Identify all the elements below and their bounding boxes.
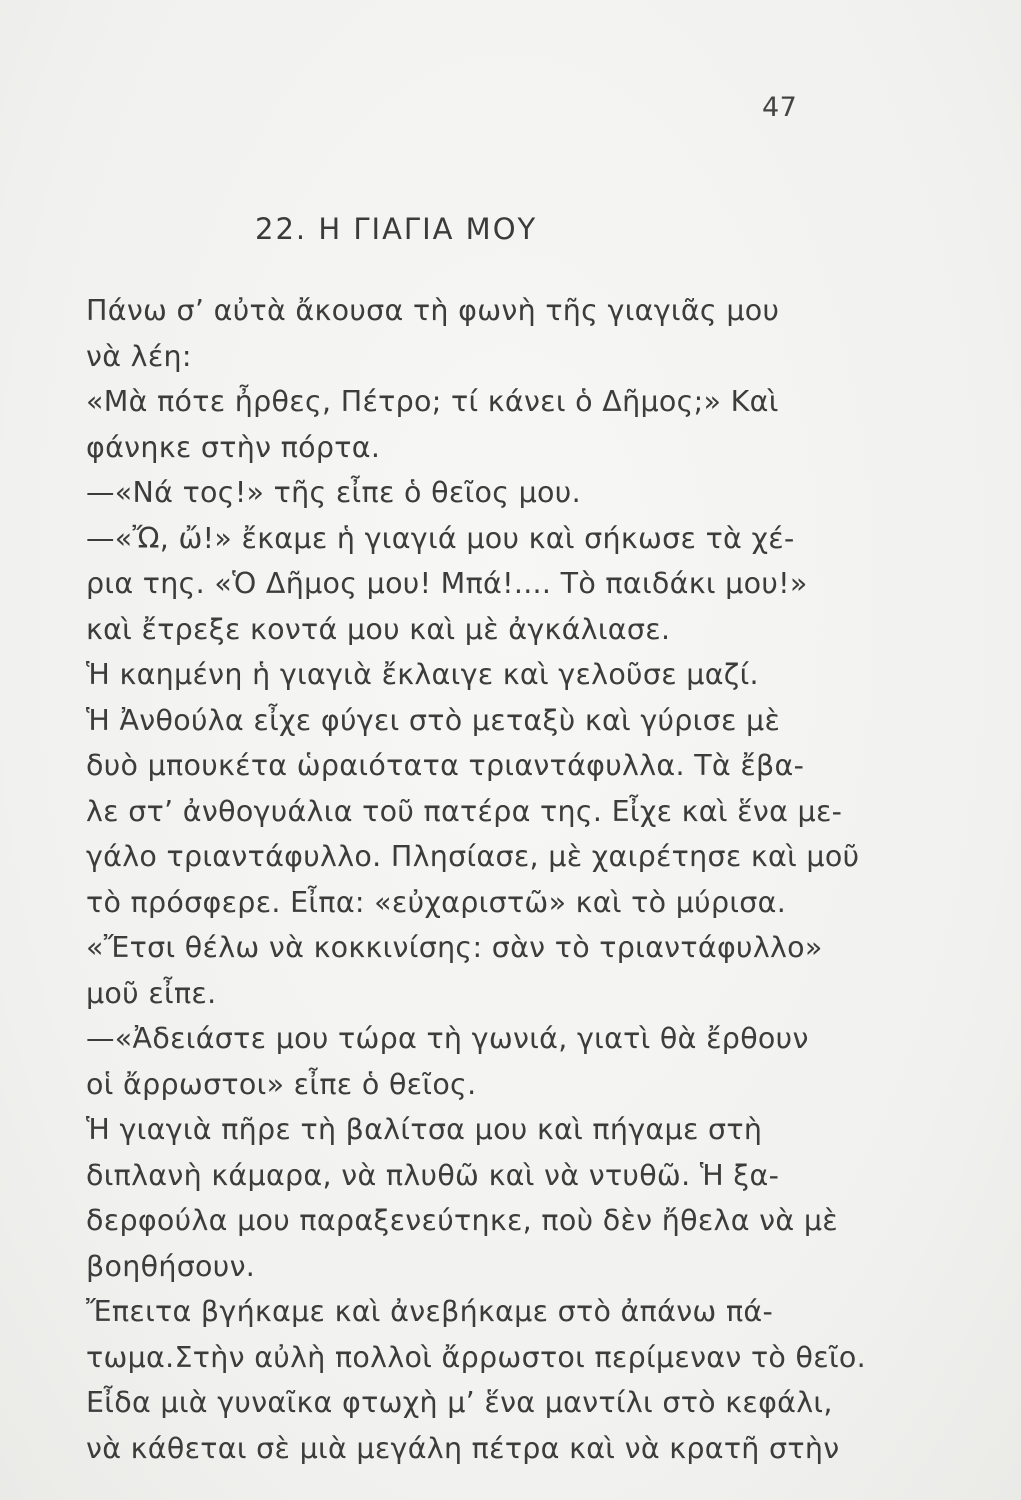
text-line: Ἡ γιαγιὰ πῆρε τὴ βαλίτσα μου καὶ πήγαμε στὴ [86,1113,763,1146]
text-line: φάνηκε στὴν πόρτα. [86,430,381,464]
chapter-title: 22. Η ΓΙΑΓΙΑ ΜΟΥ [255,212,538,246]
text-line: οἱ ἄρρωστοι» εἶπε ὁ θεῖος. [86,1067,477,1101]
text-line: τὸ πρόσφερε. Εἶπα: «εὐχαριστῶ» καὶ τὸ μύρισα. [86,885,787,919]
text-line: βοηθήσουν. [86,1249,256,1283]
text-line: λε στ’ ἀνθογυάλια τοῦ πατέρα της. Εἶχε καὶ ἕνα με- [86,794,843,828]
text-line: Ἔπειτα βγήκαμε καὶ ἀνεβήκαμε στὸ ἀπάνω πά- [86,1295,774,1328]
text-line: γάλο τριαντάφυλλο. Πλησίασε, μὲ χαιρέτησε καὶ μοῦ [86,840,860,873]
text-line: Εἶδα μιὰ γυναῖκα φτωχὴ μ’ ἕνα μαντίλι στὸ κεφάλι, [86,1386,833,1419]
text-line: δερφούλα μου παραξενεύτηκε, ποὺ δὲν ἤθελα νὰ μὲ [86,1204,838,1237]
text-line: νὰ λέη: [86,339,192,373]
text-line: Ἡ καημένη ἡ γιαγιὰ ἔκλαιγε καὶ γελοῦσε μαζί. [86,658,759,691]
text-line: —«Ὤ, ὤ!» ἔκαμε ἡ γιαγιά μου καὶ σήκωσε τὰ χέ- [86,521,795,555]
text-line: νὰ κάθεται σὲ μιὰ μεγάλη πέτρα καὶ νὰ κρατῆ στὴν [86,1431,840,1465]
text-line: ρια της. «Ὁ Δῆμος μου! Μπά!.... Τὸ παιδάκι μου!» [86,567,808,600]
text-line: διπλανὴ κάμαρα, νὰ πλυθῶ καὶ νὰ ντυθῶ. Ἡ ξα- [86,1158,780,1192]
text-line: δυὸ μπουκέτα ὡραιότατα τριαντάφυλλα. Τὰ ἔβα- [86,749,805,782]
text-line: —«Νά τος!» τῆς εἶπε ὁ θεῖος μου. [86,476,581,509]
text-line: Ἡ Ἀνθούλα εἶχε φύγει στὸ μεταξὺ καὶ γύρισε μὲ [86,703,781,737]
text-line: μοῦ εἶπε. [86,976,217,1010]
text-line: «Μὰ πότε ἦρθες, Πέτρο; τί κάνει ὁ Δῆμος;» Καὶ [86,385,779,418]
text-line: Πάνω σ’ αὐτὰ ἄκουσα τὴ φωνὴ τῆς γιαγιᾶς μου [86,294,780,327]
text-line: —«Ἀδειάστε μου τώρα τὴ γωνιά, γιατὶ θὰ ἔρθουν [86,1022,809,1055]
text-line: καὶ ἔτρεξε κοντά μου καὶ μὲ ἀγκάλιασε. [86,612,671,646]
text-line: τωμα.Στὴν αὐλὴ πολλοὶ ἄρρωστοι περίμεναν τὸ θεῖο. [86,1340,866,1374]
body-text [86,288,866,1471]
text-line: «Ἔτσι θέλω νὰ κοκκινίσης: σὰν τὸ τριαντάφυλλο» [86,931,823,964]
page-number: 47 [762,92,798,123]
